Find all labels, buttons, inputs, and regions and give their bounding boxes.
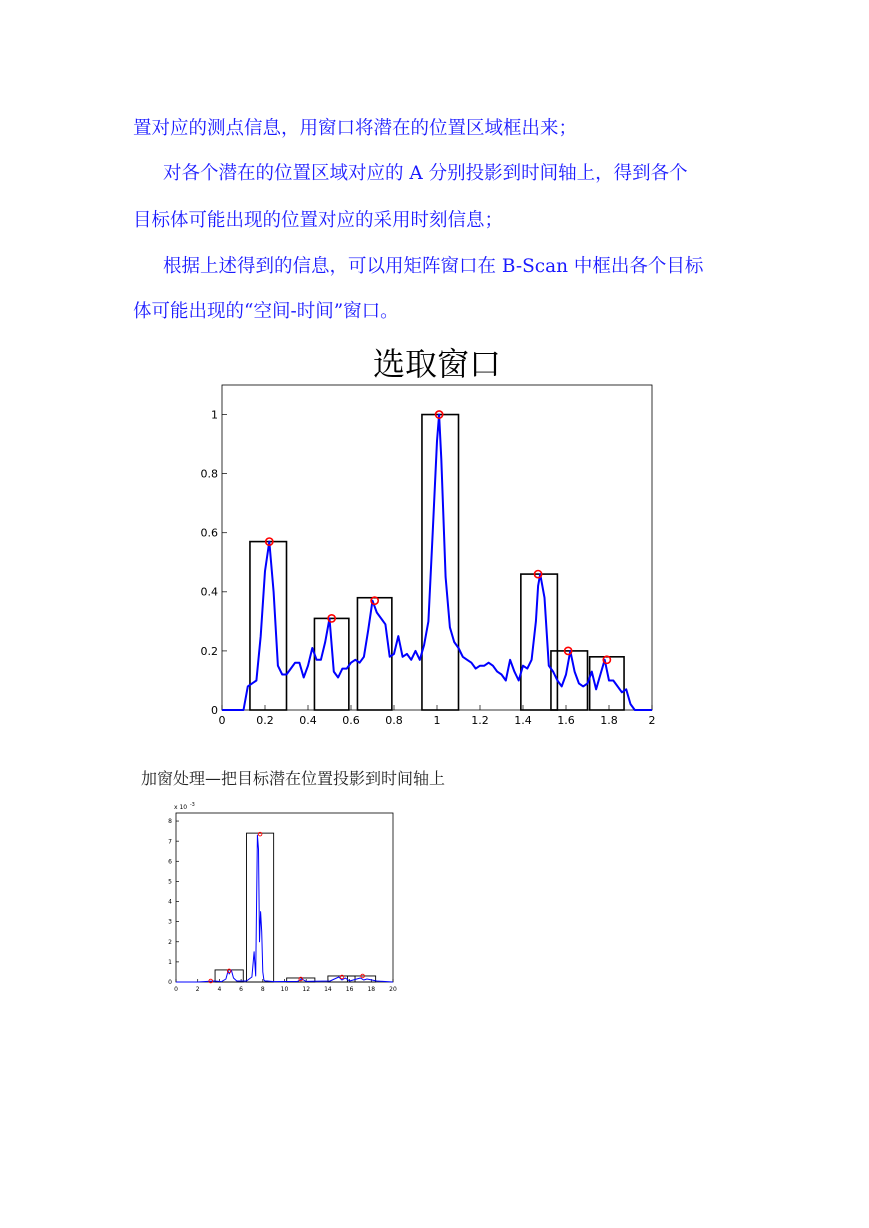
figure-caption: 加窗处理—把目标潜在位置投影到时间轴上 <box>141 769 446 788</box>
x-tick-label: 8 <box>260 986 265 993</box>
y-exponent: -3 <box>190 803 195 808</box>
x-tick-label: 0.6 <box>342 714 360 727</box>
x-tick-label: 0 <box>174 986 178 993</box>
paragraph-line-3: 目标体可能出现的位置对应的采用时刻信息； <box>133 210 504 231</box>
x-tick-label: 10 <box>280 986 289 993</box>
x-tick-label: 1.4 <box>514 714 532 727</box>
y-tick-label: 0.8 <box>200 467 218 481</box>
y-tick-label: 2 <box>168 938 172 946</box>
chart-title: 选取窗口 <box>372 345 502 383</box>
y-tick-label: 0 <box>211 703 218 717</box>
plot-frame <box>176 813 393 982</box>
x-tick-label: 0.2 <box>256 714 274 727</box>
small-chart <box>158 795 408 1000</box>
x-tick-label: 20 <box>389 986 397 993</box>
y-tick-label: 3 <box>168 918 172 926</box>
x-tick-label: 1.2 <box>471 714 489 727</box>
x-tick-label: 1.6 <box>557 714 575 727</box>
y-tick-label: 1 <box>211 408 218 422</box>
y-tick-label: 0.2 <box>200 644 218 658</box>
x-tick-label: 18 <box>367 986 376 993</box>
main-chart <box>180 335 680 735</box>
y-tick-label: 8 <box>168 818 172 826</box>
y-tick-label: 7 <box>168 838 172 846</box>
x-tick-label: 0 <box>218 714 226 727</box>
x-tick-label: 1.8 <box>600 714 618 727</box>
y-exponent-label: x 10 <box>174 804 188 811</box>
x-tick-label: 2 <box>195 986 200 993</box>
x-tick-label: 1 <box>433 714 441 727</box>
y-tick-label: 0.6 <box>200 526 218 540</box>
y-tick-label: 0.4 <box>200 585 218 599</box>
x-tick-label: 0.8 <box>385 714 403 727</box>
y-tick-label: 5 <box>168 878 172 886</box>
x-tick-label: 0.4 <box>299 714 317 727</box>
paragraph-line-1: 置对应的测点信息，用窗口将潜在的位置区域框出来； <box>133 118 578 139</box>
paragraph-line-4: 根据上述得到的信息，可以用矩阵窗口在 B-Scan 中框出各个目标 <box>163 256 704 277</box>
x-tick-label: 14 <box>324 986 332 993</box>
paragraph-line-2: 对各个潜在的位置区域对应的 A 分别投影到时间轴上，得到各个 <box>163 163 688 184</box>
x-tick-label: 4 <box>217 986 222 993</box>
y-tick-label: 1 <box>168 958 172 966</box>
x-tick-label: 12 <box>302 986 311 993</box>
x-tick-label: 6 <box>239 986 244 993</box>
x-tick-label: 16 <box>345 986 354 993</box>
y-tick-label: 6 <box>168 858 172 866</box>
x-tick-label: 2 <box>648 714 656 727</box>
y-tick-label: 4 <box>168 898 172 906</box>
y-tick-label: 0 <box>168 979 172 987</box>
paragraph-line-5: 体可能出现的“空间-时间”窗口。 <box>133 301 399 322</box>
